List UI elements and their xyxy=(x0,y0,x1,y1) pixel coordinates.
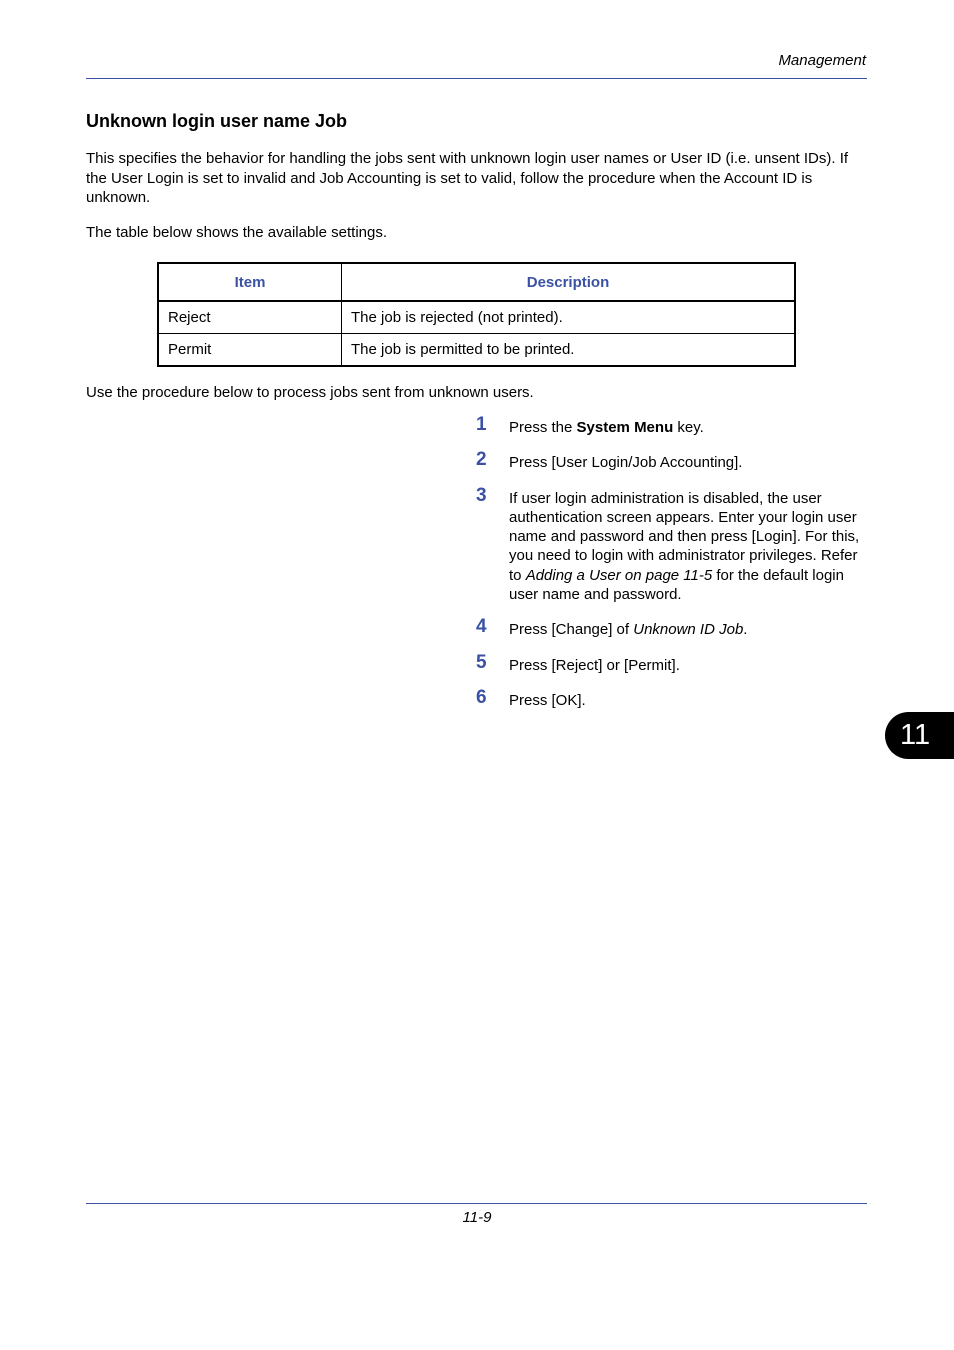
table-cell-item: Reject xyxy=(158,301,342,334)
step-number: 4 xyxy=(476,616,487,638)
step-4 xyxy=(476,616,866,639)
table-intro: The table below shows the available settings. xyxy=(86,224,388,241)
header-rule xyxy=(86,78,867,79)
step-text: Press [Reject] or [Permit]. xyxy=(509,656,680,674)
step-text: Press [OK]. xyxy=(509,691,586,709)
procedure-steps xyxy=(476,415,866,710)
step-2 xyxy=(476,449,866,472)
table-row xyxy=(158,301,795,334)
running-header: Management xyxy=(778,52,866,69)
step-text: Press [Change] of Unknown ID Job. xyxy=(509,621,748,639)
column-header-description: Description xyxy=(342,263,796,301)
page-number: 11-9 xyxy=(462,1209,492,1226)
section-title: Unknown login user name Job xyxy=(86,111,348,131)
settings-table xyxy=(157,262,796,367)
step-text: Press the System Menu key. xyxy=(509,419,704,436)
table-row xyxy=(158,334,795,367)
step-5 xyxy=(476,651,866,675)
step-number: 3 xyxy=(476,484,487,506)
column-header-item: Item xyxy=(158,263,342,301)
table-cell-description: The job is permitted to be printed. xyxy=(342,334,796,367)
table-cell-description: The job is rejected (not printed). xyxy=(342,301,796,334)
step-text: If user login administration is disabled, the user authentication screen appears. Enter your login user name and password and then press [Login]. For this, you need to login with administrator privileges. Refer to Adding a User on page 11-5 for the default login user name and password. xyxy=(509,489,860,604)
step-number: 6 xyxy=(476,686,487,708)
procedure-intro: Use the procedure below to process jobs sent from unknown users. xyxy=(86,384,534,401)
step-number: 2 xyxy=(476,449,487,471)
cross-reference: Adding a User on page 11-5 xyxy=(525,566,713,584)
step-number: 5 xyxy=(476,651,487,673)
chapter-tab: 11 xyxy=(885,712,954,759)
table-cell-item: Permit xyxy=(158,334,342,367)
step-3 xyxy=(476,484,866,605)
step-text: Press [User Login/Job Accounting]. xyxy=(509,454,743,472)
step-number: 1 xyxy=(476,414,487,435)
step-1 xyxy=(476,414,866,437)
intro-paragraph: This specifies the behavior for handling the jobs sent with unknown login user names or User ID (i.e. unsent IDs). If the User Login is set to invalid and Job Accounting is set to valid, follow the procedure when the Account ID is unknown. xyxy=(86,150,849,206)
footer-rule xyxy=(86,1203,867,1204)
table-header-row xyxy=(158,263,795,301)
step-6 xyxy=(476,686,866,710)
